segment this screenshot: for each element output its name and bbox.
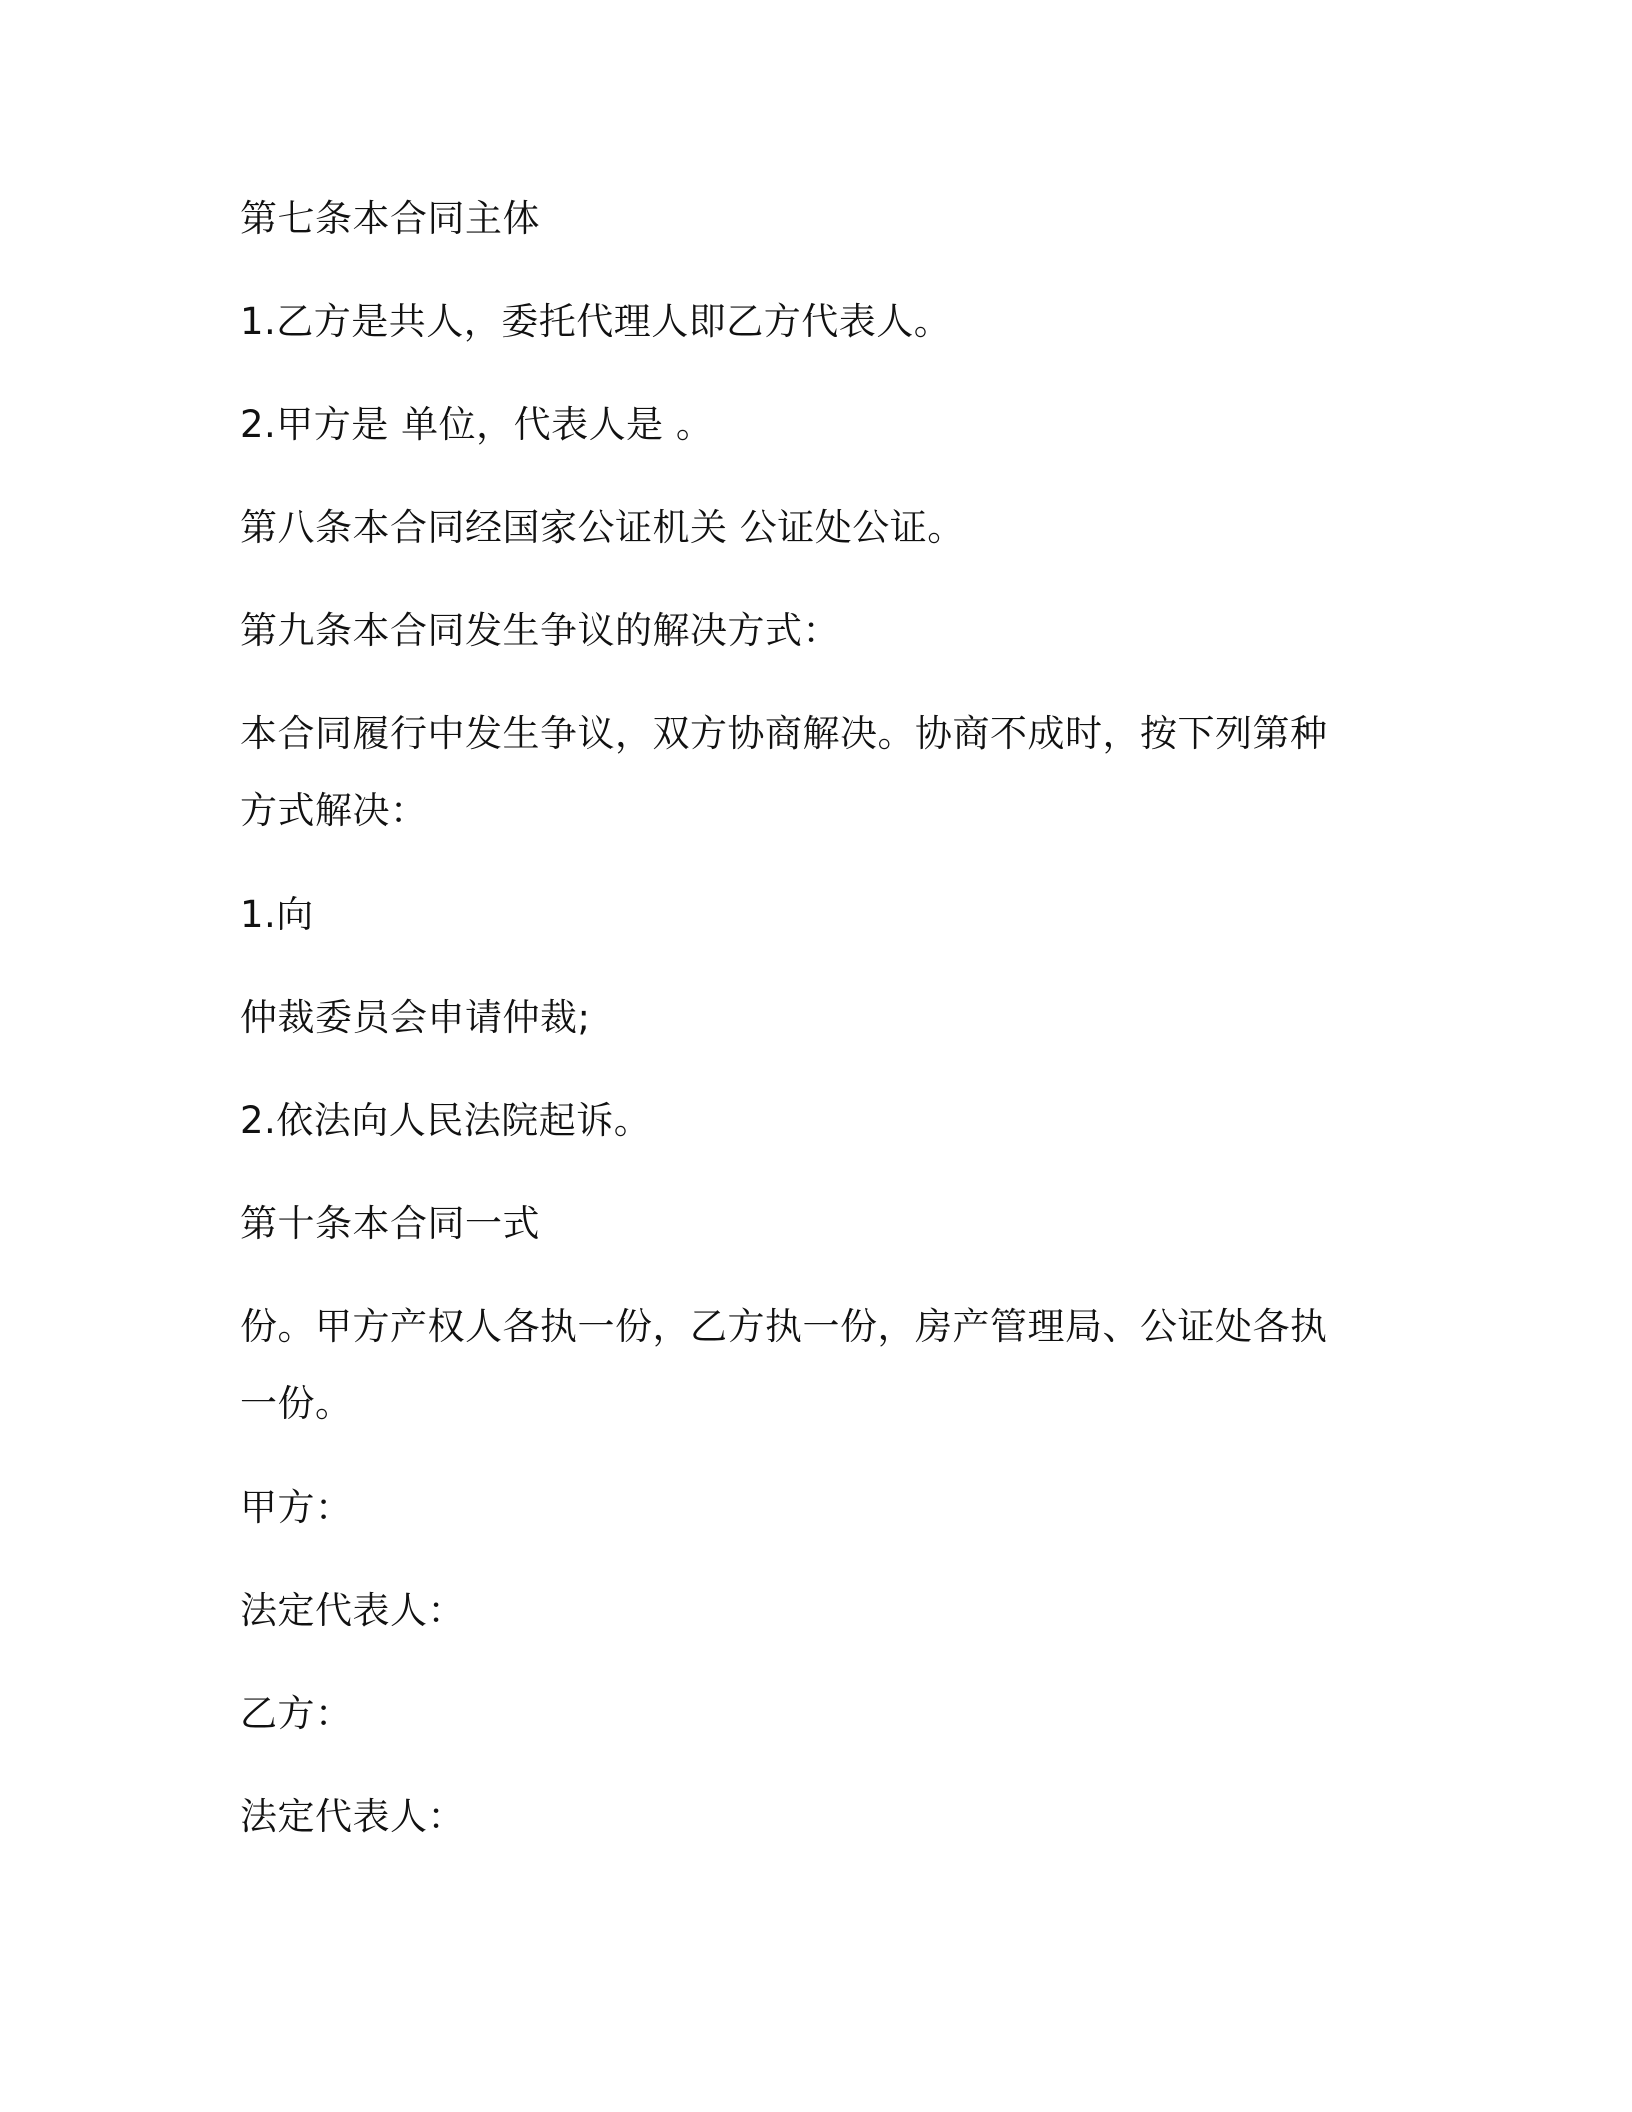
article-9-option-1: 1.向 bbox=[240, 893, 314, 936]
party-a-label: 甲方： bbox=[240, 1486, 353, 1529]
article-10-body: 份。甲方产权人各执一份，乙方执一份，房产管理局、公证处各执一份。 bbox=[240, 1305, 1328, 1425]
article-7-clause-1: 1.乙方是共人，委托代理人即乙方代表人。 bbox=[240, 300, 952, 343]
article-9-option-2: 2.依法向人民法院起诉。 bbox=[240, 1099, 652, 1142]
article-7-heading: 第七条本合同主体 bbox=[240, 197, 540, 240]
party-b-representative-label: 法定代表人： bbox=[240, 1795, 465, 1838]
party-a-representative-label: 法定代表人： bbox=[240, 1589, 465, 1632]
article-9-heading: 第九条本合同发生争议的解决方式： bbox=[240, 609, 840, 652]
article-9-option-1-continued: 仲裁委员会申请仲裁; bbox=[240, 996, 591, 1039]
article-10-heading: 第十条本合同一式 bbox=[240, 1202, 540, 1245]
party-b-label: 乙方： bbox=[240, 1692, 353, 1735]
article-9-body: 本合同履行中发生争议，双方协商解决。协商不成时，按下列第种方式解决： bbox=[240, 712, 1328, 832]
article-8-text: 第八条本合同经国家公证机关 公证处公证。 bbox=[240, 506, 965, 549]
article-7-clause-2: 2.甲方是 单位，代表人是 。 bbox=[240, 403, 714, 446]
